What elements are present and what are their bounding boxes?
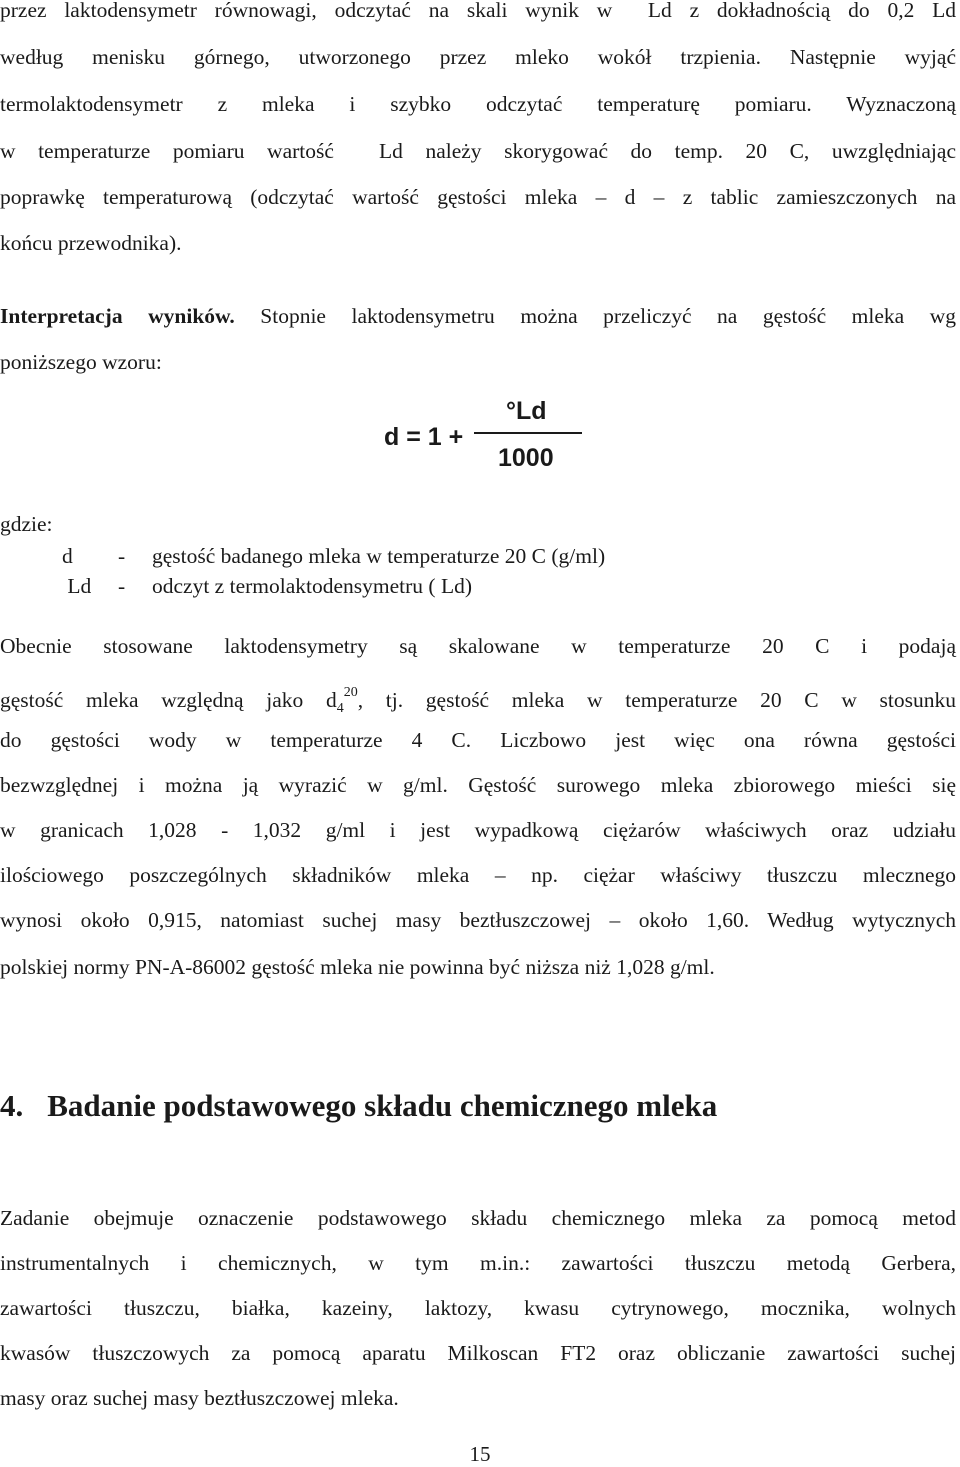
- fraction-bar: [474, 432, 582, 434]
- paragraph-line: Obecnie stosowane laktodensymetry są skalowane w temperaturze 20 C i podają: [0, 634, 956, 658]
- superscript: 20: [343, 685, 358, 700]
- section-number: 4.: [0, 1088, 24, 1123]
- paragraph-line: przez laktodensymetr równowagi, odczytać na skali wynik w Ld z dokładnością do 0,2 Ld: [0, 0, 956, 22]
- formula-denominator: 1000: [498, 444, 554, 472]
- text-span: gęstość mleka względną jako d: [0, 688, 337, 712]
- definitions-intro: gdzie:: [0, 512, 53, 536]
- paragraph-line: Zadanie obejmuje oznaczenie podstawowego składu chemicznego mleka za pomocą metod: [0, 1206, 956, 1230]
- section-heading: [0, 1086, 717, 1126]
- definition-text: gęstość badanego mleka w temperaturze 20 C (g/ml): [152, 544, 606, 568]
- paragraph-line: instrumentalnych i chemicznych, w tym m.in.: zawartości tłuszczu metodą Gerbera,: [0, 1251, 956, 1275]
- definition-symbol: Ld: [62, 574, 92, 598]
- paragraph-line: do gęstości wody w temperaturze 4 C. Liczbowo jest więc ona równa gęstości: [0, 728, 956, 752]
- interpretation-line: poniższego wzoru:: [0, 350, 162, 374]
- paragraph-line: według menisku górnego, utworzonego przez mleko wokół trzpienia. Następnie wyjąć: [0, 45, 956, 69]
- paragraph-line: ilościowego poszczególnych składników mleka – np. ciężar właściwy tłuszczu mlecznego: [0, 863, 956, 887]
- paragraph-line: zawartości tłuszczu, białka, kazeiny, laktozy, kwasu cytrynowego, mocznika, wolnych: [0, 1296, 956, 1320]
- definition-dash: -: [118, 574, 126, 598]
- paragraph-line: kwasów tłuszczowych za pomocą aparatu Milkoscan FT2 oraz obliczanie zawartości suchej: [0, 1341, 956, 1365]
- interpretation-line: [0, 302, 956, 330]
- paragraph-line: w temperaturze pomiaru wartość Ld należy skorygować do temp. 20 C, uwzględniając: [0, 139, 956, 163]
- paragraph-line: polskiej normy PN-A-86002 gęstość mleka nie powinna być niższa niż 1,028 g/ml.: [0, 955, 715, 979]
- definition-symbol: d: [62, 544, 73, 568]
- paragraph-line: [0, 679, 956, 723]
- text-span: , tj. gęstość mleka w temperaturze 20 C w stosunku: [357, 688, 956, 712]
- definition-text: odczyt z termolaktodensymetru ( Ld): [152, 574, 473, 598]
- formula-lhs: d = 1 +: [384, 423, 464, 451]
- paragraph-line: wynosi około 0,915, natomiast suchej masy beztłuszczowej – około 1,60. Według wytycznych: [0, 908, 956, 932]
- formula-numerator: °Ld: [506, 397, 547, 425]
- interpretation-text: Stopnie laktodensymetru można przeliczyć na gęstość mleka wg: [234, 304, 956, 328]
- interpretation-heading: Interpretacja wyników.: [0, 304, 235, 328]
- section-title: Badanie podstawowego składu chemicznego mleka: [47, 1088, 718, 1123]
- paragraph-line: końcu przewodnika).: [0, 231, 182, 255]
- paragraph-line: w granicach 1,028 - 1,032 g/ml i jest wypadkową ciężarów właściwych oraz udziału: [0, 818, 956, 842]
- paragraph-line: poprawkę temperaturową (odczytać wartość gęstości mleka – d – z tablic zamieszczonych na: [0, 185, 956, 209]
- paragraph-line: bezwzględnej i można ją wyrazić w g/ml. Gęstość surowego mleka zbiorowego mieści się: [0, 773, 956, 797]
- paragraph-line: masy oraz suchej masy beztłuszczowej mleka.: [0, 1386, 399, 1410]
- paragraph-line: termolaktodensymetr z mleka i szybko odczytać temperaturę pomiaru. Wyznaczoną: [0, 92, 956, 116]
- definition-dash: -: [118, 544, 126, 568]
- subscript: 4: [336, 701, 344, 716]
- page-number: 15: [469, 1442, 491, 1466]
